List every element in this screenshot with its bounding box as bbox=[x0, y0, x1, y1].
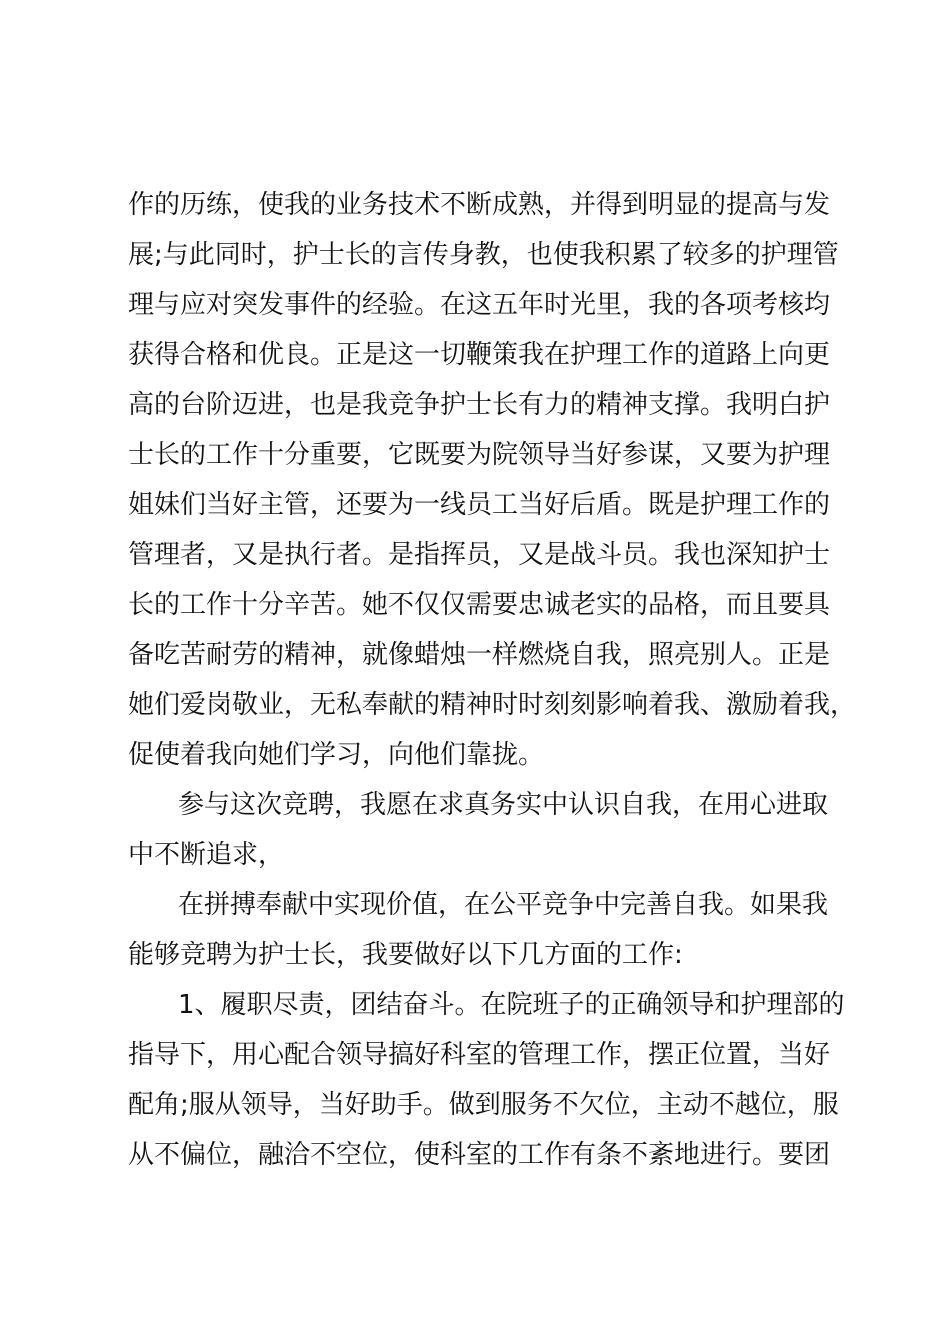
text-line: 中不断追求， bbox=[128, 840, 285, 870]
text-line: 促使着我向她们学习，向他们靠拢。 bbox=[128, 740, 545, 770]
text-line: 姐妹们当好主管，还要为一线员工当好后盾。既是护理工作的 bbox=[128, 490, 831, 520]
text-line: 配角;服从领导，当好助手。做到服务不欠位，主动不越位，服 bbox=[128, 1090, 839, 1120]
text-line: 获得合格和优良。正是这一切鞭策我在护理工作的道路上向更 bbox=[128, 340, 831, 370]
text-line: 展;与此同时，护士长的言传身教，也使我积累了较多的护理管 bbox=[128, 240, 839, 270]
paragraph-start-line: 参与这次竞聘，我愿在求真务实中认识自我，在用心进取 bbox=[178, 790, 829, 820]
text-line: 作的历练，使我的业务技术不断成熟，并得到明显的提高与发 bbox=[128, 190, 831, 220]
document-body bbox=[128, 180, 858, 1180]
text-line: 她们爱岗敬业，无私奉献的精神时时刻刻影响着我、激励着我， bbox=[128, 690, 857, 720]
text-line: 理与应对突发事件的经验。在这五年时光里，我的各项考核均 bbox=[128, 290, 831, 320]
text-line: 高的台阶迈进，也是我竞争护士长有力的精神支撑。我明白护 bbox=[128, 390, 831, 420]
text-line: 从不偏位，融洽不空位，使科室的工作有条不紊地进行。要团 bbox=[128, 1140, 831, 1170]
text-line: 能够竞聘为护士长，我要做好以下几方面的工作: bbox=[128, 940, 683, 970]
paragraph-start-line: 1、履职尽责，团结奋斗。在院班子的正确领导和护理部的 bbox=[178, 990, 845, 1020]
text-line: 管理者，又是执行者。是指挥员，又是战斗员。我也深知护士 bbox=[128, 540, 831, 570]
text-line: 指导下，用心配合领导搞好科室的管理工作，摆正位置，当好 bbox=[128, 1040, 831, 1070]
text-line: 备吃苦耐劳的精神，就像蜡烛一样燃烧自我，照亮别人。正是 bbox=[128, 640, 831, 670]
text-line: 士长的工作十分重要，它既要为院领导当好参谋，又要为护理 bbox=[128, 440, 831, 470]
text-line: 长的工作十分辛苦。她不仅仅需要忠诚老实的品格，而且要具 bbox=[128, 590, 831, 620]
paragraph-start-line: 在拼搏奉献中实现价值，在公平竞争中完善自我。如果我 bbox=[178, 890, 829, 920]
